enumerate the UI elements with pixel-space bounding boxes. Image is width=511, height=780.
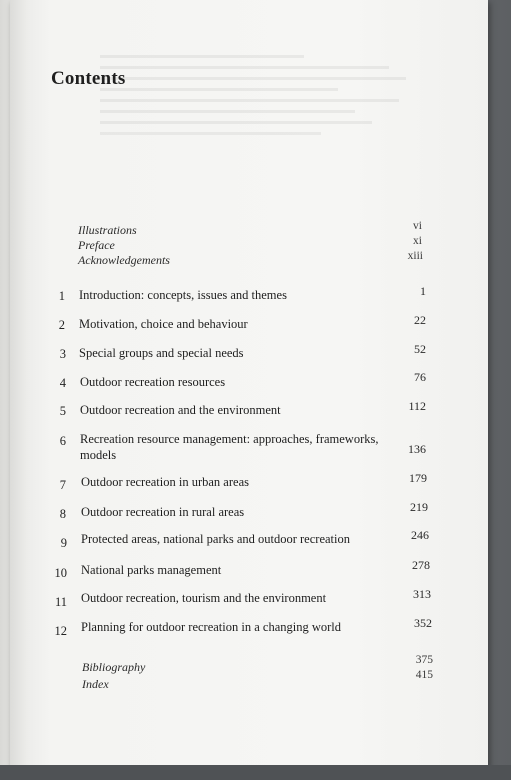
chapter-number: 4 — [59, 376, 66, 390]
toc-page-bibliography: 375 — [415, 654, 433, 666]
chapter-page: 22 — [414, 313, 426, 327]
chapter-number: 5 — [59, 404, 66, 418]
toc-entry-bibliography: Bibliography — [82, 660, 146, 674]
toc-page-index: 415 — [415, 669, 433, 681]
chapter-page: 52 — [414, 342, 426, 356]
toc-page-illustrations: vi — [413, 220, 422, 232]
chapter-page: 313 — [413, 587, 431, 601]
page-title: Contents — [51, 68, 126, 89]
chapter-title: Special groups and special needs — [79, 346, 244, 360]
chapter-page: 76 — [414, 370, 426, 384]
chapter-title: Outdoor recreation in urban areas — [81, 475, 249, 489]
chapter-title: Planning for outdoor recreation in a changing world — [81, 620, 341, 634]
show-through-text — [100, 55, 440, 245]
chapter-title: Outdoor recreation in rural areas — [81, 505, 245, 519]
chapter-title: Outdoor recreation resources — [80, 375, 226, 389]
chapter-number: 1 — [58, 289, 65, 303]
chapter-number: 8 — [59, 507, 66, 521]
chapter-number: 3 — [59, 347, 66, 361]
chapter-number: 11 — [54, 595, 67, 609]
chapter-page: 246 — [411, 528, 429, 542]
chapter-page: 1 — [420, 284, 426, 298]
chapter-number: 7 — [59, 478, 66, 492]
chapter-title: Outdoor recreation, tourism and the environment — [81, 591, 327, 605]
chapter-page: 219 — [410, 500, 428, 514]
toc-entry-preface: Preface — [78, 238, 115, 252]
chapter-number: 9 — [60, 536, 67, 550]
toc-entry-acknowledgements: Acknowledgements — [78, 253, 170, 267]
chapter-page: 278 — [412, 558, 430, 572]
chapter-page: 352 — [414, 616, 432, 630]
toc-page-preface: xi — [413, 235, 422, 247]
chapter-title: National parks management — [81, 563, 222, 577]
chapter-number: 12 — [54, 624, 67, 638]
chapter-number: 6 — [59, 434, 66, 448]
toc-page-acknowledgements: xiii — [407, 250, 423, 262]
chapter-title: Motivation, choice and behaviour — [79, 317, 248, 331]
chapter-page: 136 — [408, 442, 426, 456]
chapter-page: 112 — [408, 399, 426, 413]
chapter-number: 2 — [58, 318, 65, 332]
chapter-number: 10 — [54, 566, 67, 580]
background-surface — [0, 765, 511, 780]
toc-entry-index: Index — [82, 677, 109, 691]
chapter-title: Recreation resource management: approaches, frameworks, — [80, 432, 379, 446]
chapter-page: 179 — [409, 471, 427, 485]
toc-entry-illustrations: Illustrations — [78, 223, 137, 237]
chapter-title: Outdoor recreation and the environment — [80, 403, 281, 417]
chapter-title-continued: models — [80, 448, 117, 462]
chapter-title: Introduction: concepts, issues and themes — [79, 288, 287, 302]
chapter-title: Protected areas, national parks and outdoor recreation — [81, 532, 350, 546]
